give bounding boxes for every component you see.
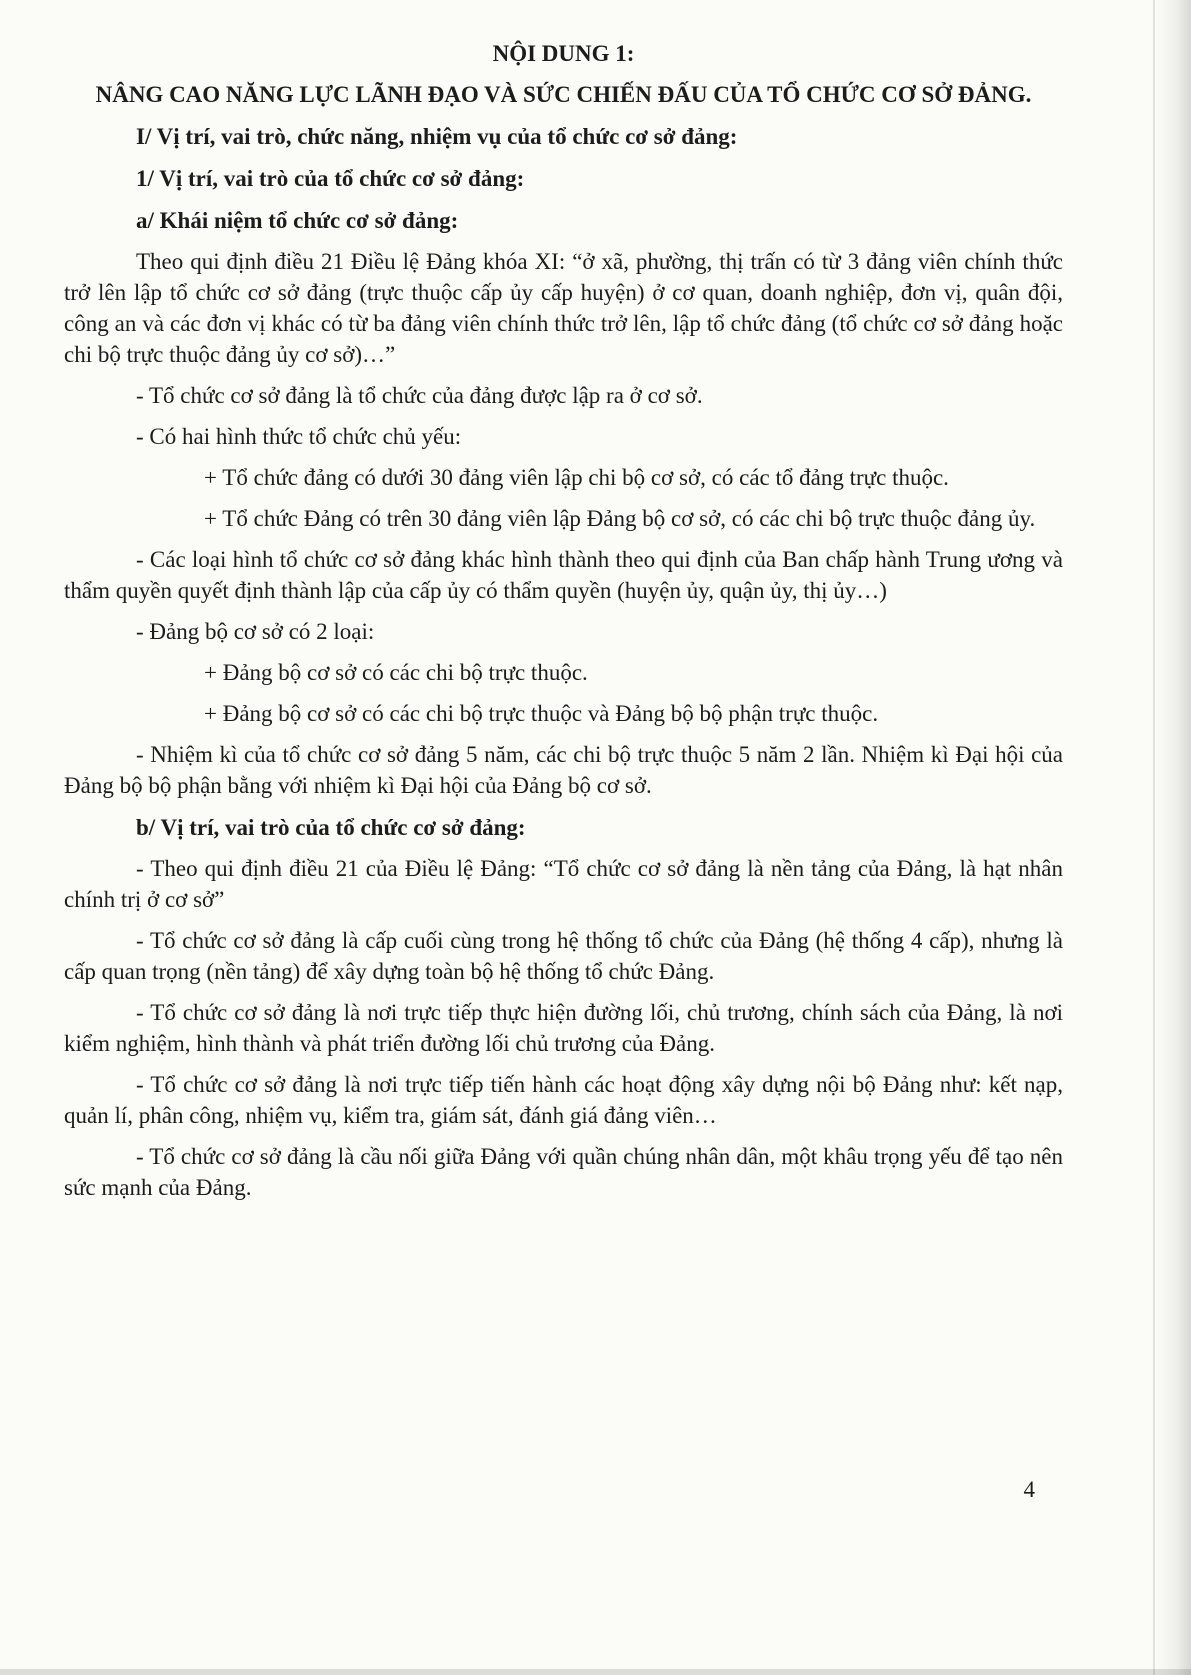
sub-bullet-item: + Tổ chức đảng có dưới 30 đảng viên lập chi bộ cơ sở, có các tổ đảng trực thuộc. [204,465,949,490]
sub-bullet-item: + Đảng bộ cơ sở có các chi bộ trực thuộc. [204,660,588,685]
bullet-item: - Tổ chức cơ sở đảng là nơi trực tiếp thực hiện đường lối, chủ trương, chính sách của Đảng, là nơi kiểm nghiệm, hình thành và phát triển đường lối chủ trương của Đảng. [64,1000,1063,1056]
bullet-item: - Đảng bộ cơ sở có 2 loại: [136,619,375,644]
document-title-line-2: NÂNG CAO NĂNG LỰC LÃNH ĐẠO VÀ SỨC CHIẾN ĐẤU CỦA TỔ CHỨC CƠ SỞ ĐẢNG. [95,82,1032,107]
section-heading-1: I/ Vị trí, vai trò, chức năng, nhiệm vụ của tổ chức cơ sở đảng: [136,124,738,149]
definition-paragraph: Theo qui định điều 21 Điều lệ Đảng khóa XI: “ở xã, phường, thị trấn có từ 3 đảng viên chính thức trở lên lập tổ chức cơ sở đảng (trực thuộc cấp ủy cấp huyện) ở cơ quan, doanh nghiệp, đơn vị, quân đội, công an và các đơn vị khác có từ ba đảng viên chính thức trở lên, lập tổ chức đảng (tổ chức cơ sở đảng hoặc chi bộ trực thuộc đảng ủy cơ sở)…” [64,249,1063,367]
bullet-item: - Tổ chức cơ sở đảng là cấp cuối cùng trong hệ thống tổ chức của Đảng (hệ thống 4 cấp), nhưng là cấp quan trọng (nền tảng) để xây dựng toàn bộ hệ thống tổ chức Đảng. [64,928,1063,984]
bullet-item: - Tổ chức cơ sở đảng là tổ chức của đảng được lập ra ở cơ sở. [136,383,703,408]
sub-bullet-item: + Tổ chức Đảng có trên 30 đảng viên lập Đảng bộ cơ sở, có các chi bộ trực thuộc đảng ủy. [204,506,1036,531]
scan-bottom-edge [0,1669,1191,1675]
scan-shadow [1155,0,1191,1675]
bullet-item: - Nhiệm kì của tổ chức cơ sở đảng 5 năm, các chi bộ trực thuộc 5 năm 2 lần. Nhiệm kì Đại hội của Đảng bộ bộ phận bằng với nhiệm kì Đại hội của Đảng bộ cơ sở. [64,742,1063,798]
page-number: 4 [1023,1477,1035,1502]
bullet-item: - Các loại hình tổ chức cơ sở đảng khác hình thành theo qui định của Ban chấp hành Trung ương và thẩm quyền quyết định thành lập của cấp ủy có thẩm quyền (huyện ủy, quận ủy, thị ủy…) [64,547,1063,603]
bullet-item: - Tổ chức cơ sở đảng là cầu nối giữa Đảng với quần chúng nhân dân, một khâu trọng yếu để tạo nên sức mạnh của Đảng. [64,1144,1063,1200]
section-heading-1-1: 1/ Vị trí, vai trò của tổ chức cơ sở đảng: [136,166,525,191]
document-title-line-1: NỘI DUNG 1: [492,41,635,66]
bullet-item: - Có hai hình thức tổ chức chủ yếu: [136,424,462,449]
sub-bullet-item: + Đảng bộ cơ sở có các chi bộ trực thuộc và Đảng bộ bộ phận trực thuộc. [204,701,879,726]
bullet-item: - Tổ chức cơ sở đảng là nơi trực tiếp tiến hành các hoạt động xây dựng nội bộ Đảng như: kết nạp, quản lí, phân công, nhiệm vụ, kiểm tra, giám sát, đánh giá đảng viên… [64,1072,1063,1128]
section-heading-a: a/ Khái niệm tổ chức cơ sở đảng: [136,208,459,233]
section-heading-b: b/ Vị trí, vai trò của tổ chức cơ sở đảng: [136,815,526,840]
bullet-item: - Theo qui định điều 21 của Điều lệ Đảng: “Tổ chức cơ sở đảng là nền tảng của Đảng, là hạt nhân chính trị ở cơ sở” [64,856,1063,912]
